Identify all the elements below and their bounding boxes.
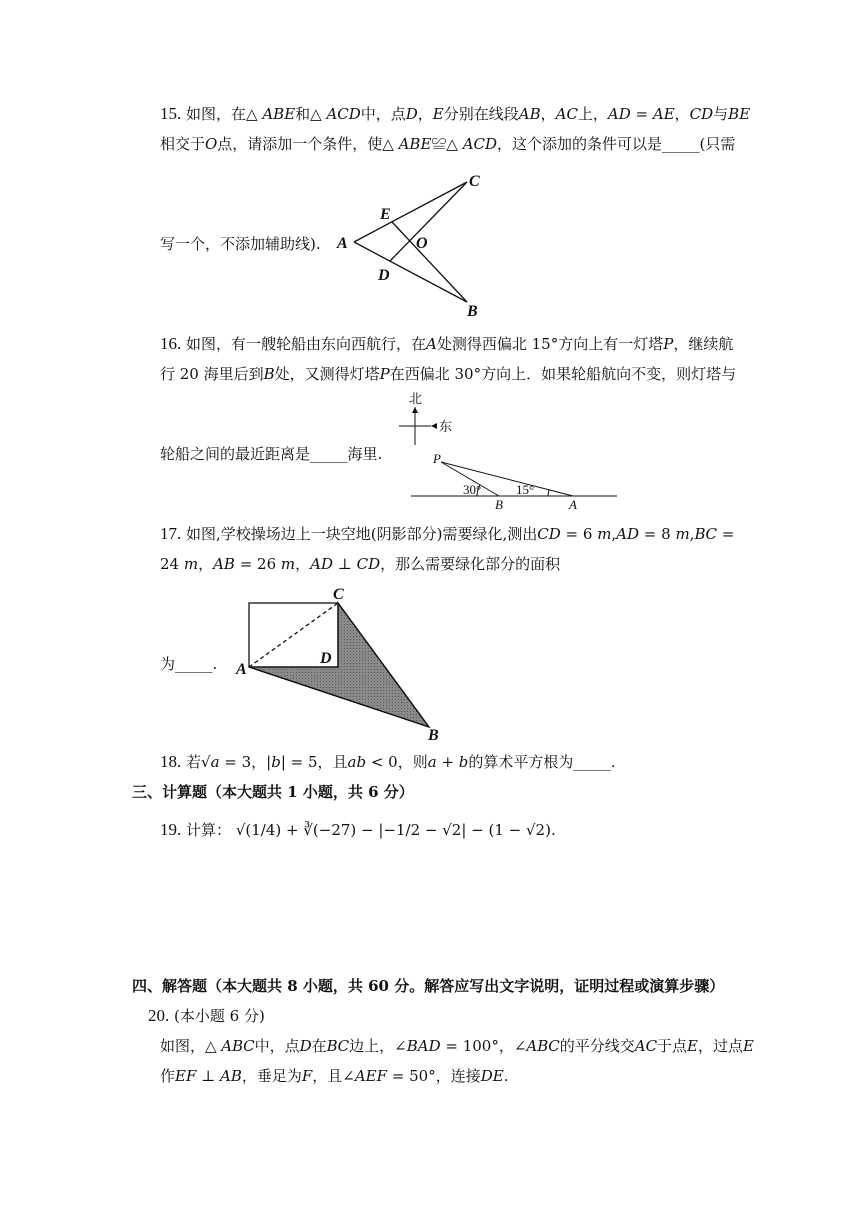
q17-label-d: D <box>320 650 332 667</box>
section4-title: 四、解答题（本大题共 8 小题，共 60 分。解答应写出文字说明，证明过程或演算步骤） <box>132 977 725 995</box>
q15-text-2: 相交于𝑂点，请添加一个条件，使△ 𝐴𝐵𝐸≌△ 𝐴𝐶𝐷，这个添加的条件可以是_____(只需 <box>160 135 736 153</box>
q20-number: 20. <box>148 1006 170 1025</box>
q15-label-e: E <box>380 206 391 223</box>
q16-line1 <box>160 334 733 354</box>
q20-score: (本小题 6 分) <box>174 1007 265 1025</box>
arrow-right-icon <box>431 423 437 429</box>
q17-figure <box>230 582 450 742</box>
q19-line <box>160 820 556 840</box>
q15-text-1: 如图，在△ 𝐴𝐵𝐸和△ 𝐴𝐶𝐷中，点𝐷，𝐸分别在线段𝐴𝐵，𝐴𝐶上，𝐴𝐷 = 𝐴𝐸，𝐶𝐷与𝐵𝐸 <box>186 105 751 123</box>
q17-number: 17. <box>160 524 182 543</box>
q16-label-b: B <box>495 497 503 512</box>
q16-text-3: 轮船之间的最近距离是_____海里. <box>160 445 383 463</box>
arrow-up-icon <box>412 407 418 413</box>
q17-line1 <box>160 524 734 544</box>
q19-expression: √(1/4) + ∛(−27) − |−1/2 − √2| − (1 − √2). <box>235 821 556 839</box>
q17-label-c: C <box>333 586 344 603</box>
q15-segment-ab <box>354 242 467 302</box>
q16-number: 16. <box>160 334 182 353</box>
q16-label-north: 北 <box>409 392 423 407</box>
q18-text: 若√𝑎 = 3，|𝑏| = 5，且𝑎𝑏 < 0，则𝑎 + 𝑏的算术平方根为_____. <box>186 753 616 771</box>
q16-label-angle15: 15° <box>516 482 535 497</box>
q15-segment-cd <box>390 182 467 261</box>
q20-text-1: 如图，△ 𝐴𝐵𝐶中，点𝐷在𝐵𝐶边上，∠𝐵𝐴𝐷 = 100°，∠𝐴𝐵𝐶的平分线交𝐴𝐶于点𝐸，过点𝐸 <box>160 1037 754 1055</box>
q15-number: 15. <box>160 104 182 123</box>
section3-title: 三、计算题（本大题共 1 小题，共 6 分） <box>132 783 414 801</box>
q15-figure <box>335 170 495 320</box>
q15-segment-eb <box>392 222 467 302</box>
q16-text-2: 行 20 海里后到𝐵处，又测得灯塔𝑃在西偏北 30°方向上．如果轮船航向不变，则灯塔与 <box>160 365 737 383</box>
q19-number: 19. <box>160 820 182 839</box>
q16-arc-15 <box>548 490 549 496</box>
q15-label-a: A <box>337 235 348 252</box>
q20-header <box>148 1006 265 1026</box>
q18-number: 18. <box>160 752 182 771</box>
q16-label-east: 东 <box>439 420 453 435</box>
q16-line-pa <box>441 462 573 496</box>
q15-label-o: O <box>416 235 428 252</box>
q19-label: 计算： <box>186 821 232 839</box>
q16-label-angle30: 30° <box>463 482 482 497</box>
q17-text-1: 如图,学校操场边上一块空地(阴影部分)需要绿化,测出𝐶𝐷 = 6 𝑚,𝐴𝐷 = 8 𝑚,𝐵𝐶 = <box>186 525 735 543</box>
q15-segment-ac <box>354 182 467 242</box>
q15-label-b: B <box>467 303 478 320</box>
q20-text-2: 作𝐸𝐹 ⊥ 𝐴𝐵，垂足为𝐹，且∠𝐴𝐸𝐹 = 50°，连接𝐷𝐸. <box>160 1067 509 1085</box>
q16-label-p: P <box>433 451 441 466</box>
q16-text-1: 如图，有一艘轮船由东向西航行，在𝐴处测得西偏北 15°方向上有一灯塔𝑃，继续航 <box>186 335 734 353</box>
q17-label-b: B <box>428 727 439 742</box>
q16-figure <box>395 390 625 515</box>
q17-text-2: 24 𝑚，𝐴𝐵 = 26 𝑚，𝐴𝐷 ⊥ 𝐶𝐷，那么需要绿化部分的面积 <box>160 555 561 573</box>
q17-text-3: 为_____. <box>160 655 218 673</box>
q15-label-c: C <box>469 173 480 190</box>
q15-line1 <box>160 104 750 124</box>
q15-label-d: D <box>378 267 390 284</box>
q16-label-a: A <box>569 497 577 512</box>
q18-line <box>160 752 616 772</box>
q15-text-3: 写一个，不添加辅助线). <box>160 235 321 253</box>
q17-label-a: A <box>236 661 247 678</box>
